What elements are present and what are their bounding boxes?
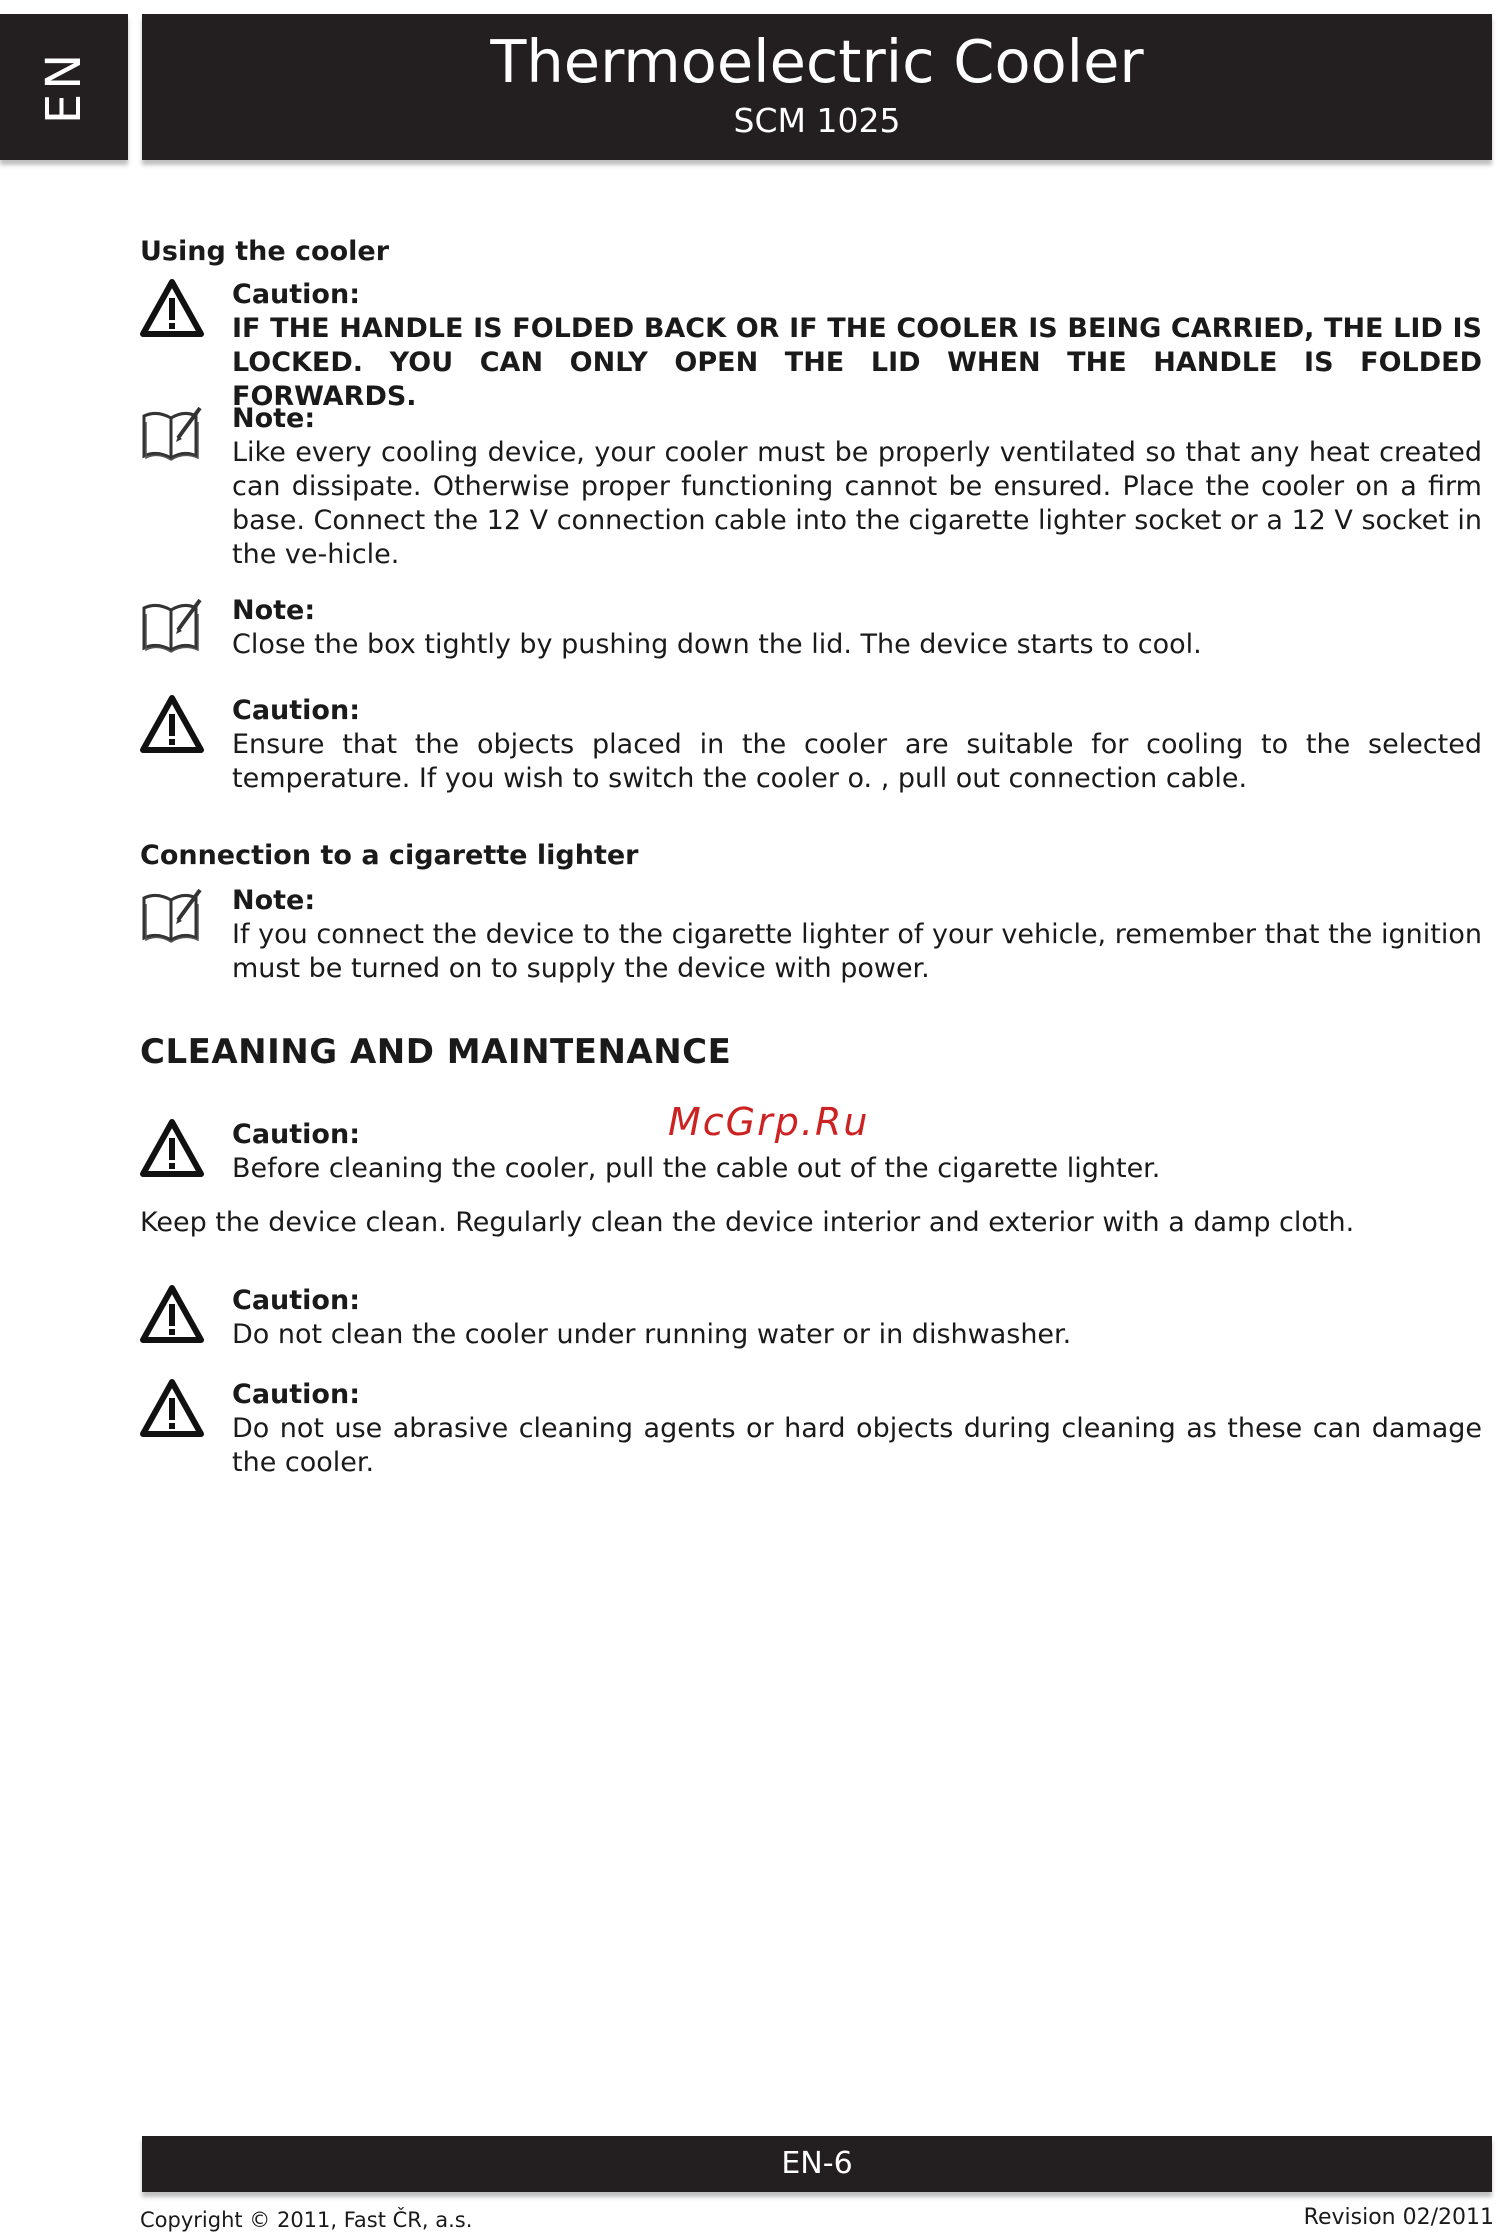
note-text: Close the box tightly by pushing down the lid. The device starts to cool. [232, 629, 1202, 660]
section-heading-connection: Connection to a cigarette lighter [140, 840, 639, 871]
language-label: EN [35, 49, 92, 125]
warning-icon [140, 694, 204, 754]
revision: Revision 02/2011 [1303, 2205, 1494, 2230]
book-pencil-icon [140, 884, 204, 944]
note-label: Note: [232, 403, 316, 434]
model-number: SCM 1025 [733, 100, 901, 140]
warning-icon [140, 278, 204, 338]
caution-text: Ensure that the objects placed in the cooler are suitable for cooling to the selected temperature. If you wish to switch the cooler o. , pull out connection cable. [232, 729, 1482, 794]
book-pencil-icon [140, 594, 204, 654]
caution-block [140, 694, 1482, 796]
caution-block [140, 1378, 1482, 1480]
copyright: Copyright © 2011, Fast ČR, a.s. [140, 2208, 473, 2232]
note-block [140, 402, 1482, 572]
caution-label: Caution: [232, 1379, 360, 1410]
section-heading-cleaning: CLEANING AND MAINTENANCE [140, 1032, 732, 1072]
note-text: If you connect the device to the cigarette lighter of your vehicle, remember that the ignition must be turned on to supply the device with power. [232, 919, 1482, 984]
note-text: Like every cooling device, your cooler must be properly ventilated so that any heat created can dissipate. Otherwise proper functioning cannot be ensured. Place the cooler on a firm base. Connect the 12 V connection cable into the cigarette lighter socket or a 12 V socket in the ve-hicle. [232, 437, 1482, 570]
page-footer [142, 2136, 1492, 2192]
book-pencil-icon [140, 402, 204, 462]
page-header [142, 14, 1492, 160]
section-heading-using: Using the cooler [140, 236, 390, 267]
page-number: EN-6 [781, 2146, 853, 2181]
caution-label: Caution: [232, 1285, 360, 1316]
note-label: Note: [232, 595, 316, 626]
language-tab [0, 14, 128, 160]
warning-icon [140, 1378, 204, 1438]
caution-label: Caution: [232, 1119, 360, 1150]
caution-text: Before cleaning the cooler, pull the cable out of the cigarette lighter. [232, 1153, 1161, 1184]
note-label: Note: [232, 885, 316, 916]
warning-icon [140, 1118, 204, 1178]
caution-block [140, 1118, 1482, 1186]
page-title: Thermoelectric Cooler [490, 27, 1144, 96]
note-block [140, 594, 1482, 662]
caution-text: Do not clean the cooler under running water or in dishwasher. [232, 1319, 1072, 1350]
caution-label: Caution: [232, 695, 360, 726]
watermark: McGrp.Ru [668, 1100, 870, 1144]
caution-block [140, 1284, 1482, 1352]
caution-text: IF THE HANDLE IS FOLDED BACK OR IF THE COOLER IS BEING CARRIED, THE LID IS LOCKED. YOU CAN ONLY OPEN THE LID WHEN THE HANDLE IS FOLDED FORWARDS. [232, 313, 1482, 412]
caution-text: Do not use abrasive cleaning agents or hard objects during cleaning as these can damage the cooler. [232, 1413, 1482, 1478]
caution-block [140, 278, 1482, 414]
keep-clean-text: Keep the device clean. Regularly clean the device interior and exterior with a damp cloth. [140, 1207, 1355, 1238]
warning-icon [140, 1284, 204, 1344]
caution-label: Caution: [232, 279, 360, 310]
note-block [140, 884, 1482, 986]
